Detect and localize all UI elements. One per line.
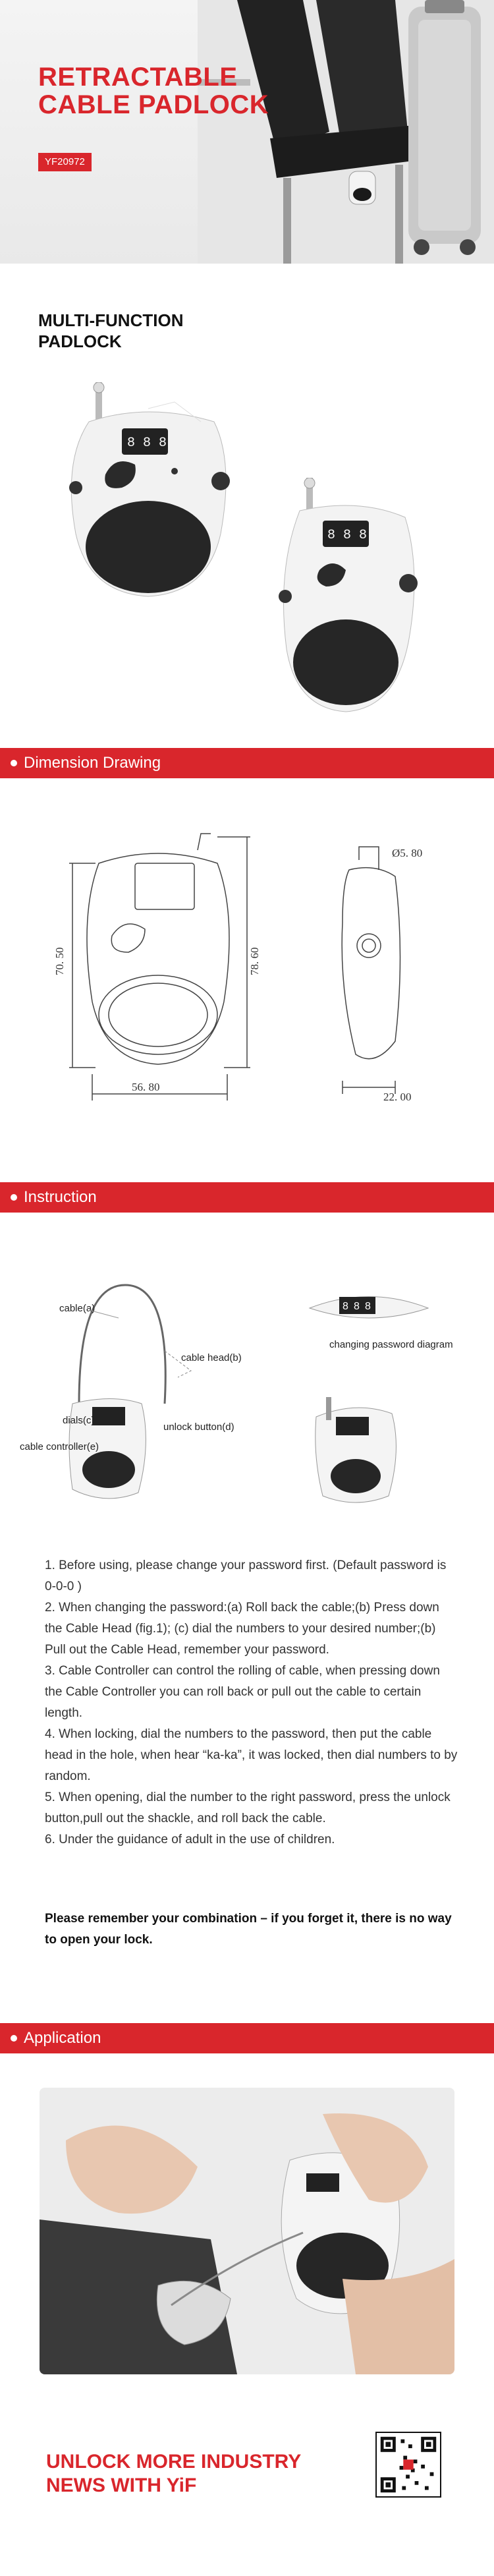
instruction-step: 5. When opening, dial the number to the right password, press the unlock button,pull out the shackle, and roll back the cable. <box>45 1790 451 1825</box>
combination-warning: Please remember your combination – if you forget it, there is no way to open your lock. <box>45 1912 452 1947</box>
dimension-drawing <box>0 824 494 1114</box>
padlock-angled-image <box>267 478 425 715</box>
callout-cable-head: cable head(b) <box>181 1352 242 1363</box>
callout-password-diagram: changing password diagram <box>329 1339 453 1350</box>
footer-title: UNLOCK MORE INDUSTRY NEWS WITH YiF <box>46 2451 301 2496</box>
instruction-step: 4. When locking, dial the numbers to the password, then put the cable head in the hole, when hear “ka-ka”, it was locked, then dial numbers to by random. <box>45 1727 458 1783</box>
dim-shackle-label: Ø5. 80 <box>392 847 423 859</box>
section-label: Dimension Drawing <box>24 754 161 772</box>
instruction-step: 1. Before using, please change your password first. (Default password is 0-0-0 ) <box>45 1559 447 1593</box>
application-photo <box>40 2088 454 2374</box>
bullet-icon <box>11 760 17 766</box>
dial-digit-2: 8 <box>354 1301 360 1312</box>
dim-height-label: 70. 50 <box>53 947 66 975</box>
instruction-step: 2. When changing the password:(a) Roll back the cable;(b) Press down the Cable Head (fig.1); (c) dial the numbers to your desired number;(b) Pull out the Cable Head, remember your password. <box>45 1601 439 1657</box>
page-title: RETRACTABLE CABLE PADLOCK <box>38 63 269 119</box>
instruction-steps <box>45 1555 460 1850</box>
multifunction-title: MULTI-FUNCTION PADLOCK <box>38 310 184 351</box>
dial-digit-3: 8 <box>365 1301 371 1312</box>
hero-photo <box>198 0 494 264</box>
instruction-diagram <box>0 1272 494 1509</box>
dim-depth-label: 22. 00 <box>383 1091 412 1103</box>
instruction-step: 3. Cable Controller can control the rolling of cable, when pressing down the Cable Controller you can roll back or pull out the cable to certain length. <box>45 1664 440 1720</box>
callout-unlock-button: unlock button(d) <box>163 1421 234 1433</box>
hero-banner <box>0 0 494 264</box>
callout-cable-controller: cable controller(e) <box>20 1441 99 1452</box>
section-bar-dimension <box>0 748 494 778</box>
svg-text:8 8 8: 8 8 8 <box>127 436 167 451</box>
instruction-step: 6. Under the guidance of adult in the use of children. <box>45 1833 335 1846</box>
section-bar-application <box>0 2023 494 2053</box>
padlock-front-image <box>63 382 234 600</box>
dim-total-height-label: 78. 60 <box>248 947 261 975</box>
section-bar-instruction <box>0 1182 494 1213</box>
dim-width-label: 56. 80 <box>132 1081 160 1093</box>
section-label: Instruction <box>24 1188 97 1206</box>
model-badge: YF20972 <box>38 153 92 171</box>
bullet-icon <box>11 1194 17 1201</box>
callout-dials: dials(c) <box>63 1415 95 1426</box>
bullet-icon <box>11 2035 17 2042</box>
callout-cable: cable(a) <box>59 1303 96 1314</box>
dial-digit-1: 8 <box>343 1301 348 1312</box>
qr-code-icon <box>375 2432 441 2498</box>
svg-text:8 8 8: 8 8 8 <box>327 528 368 543</box>
section-label: Application <box>24 2029 101 2047</box>
